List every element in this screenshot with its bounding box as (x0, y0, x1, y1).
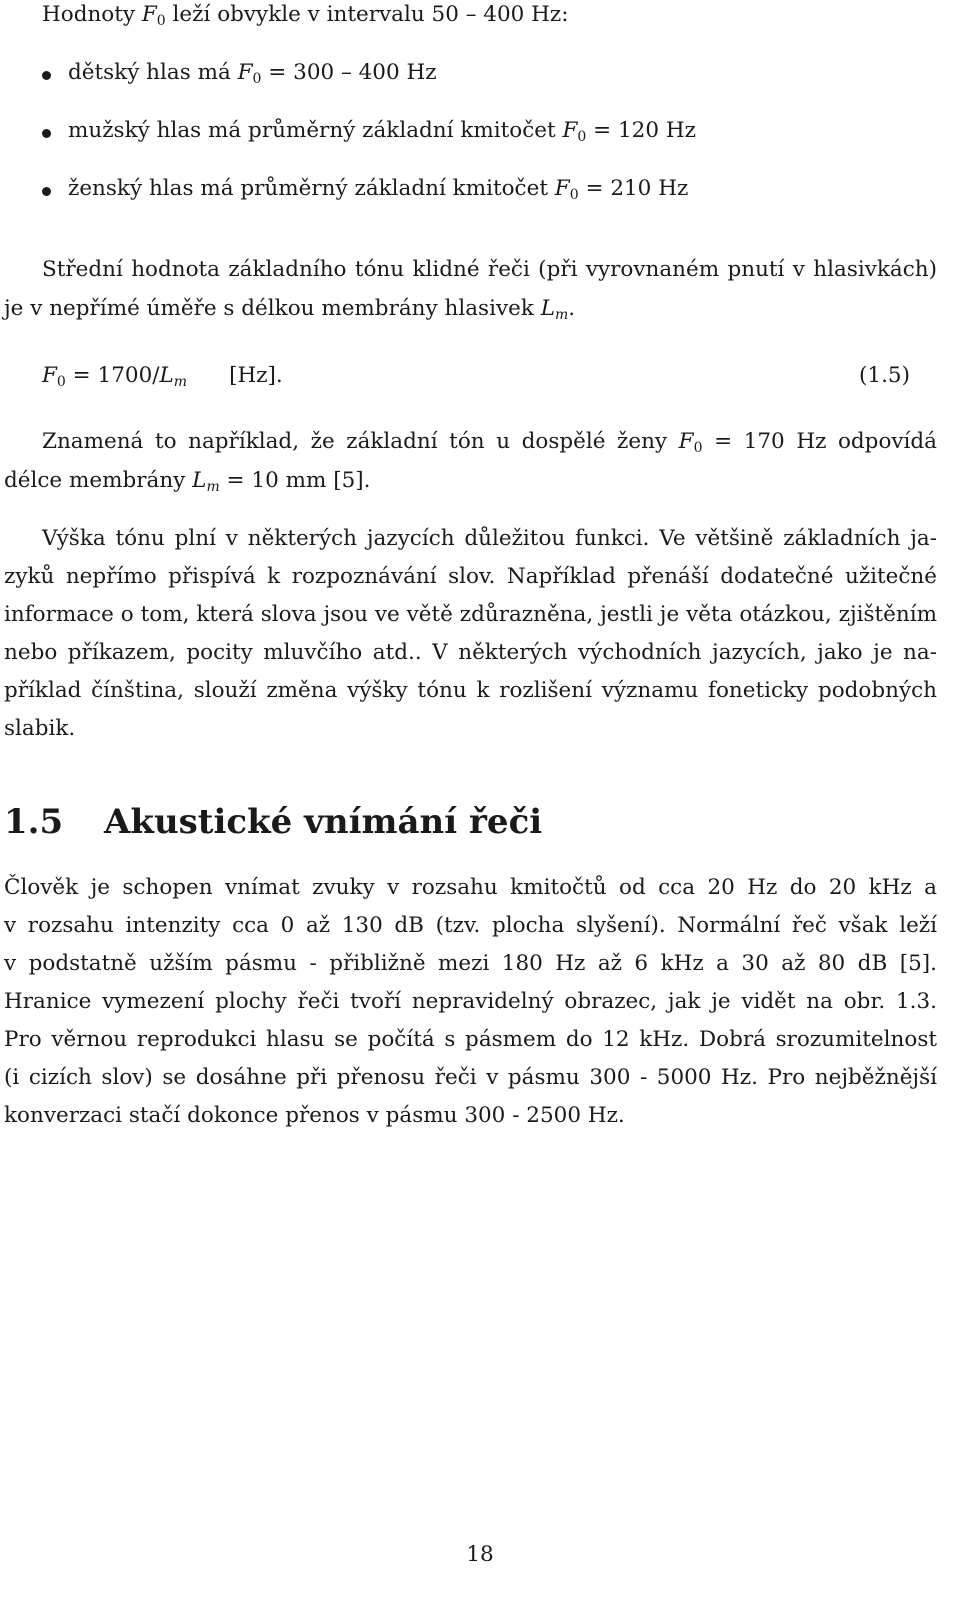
paragraph-line: Člověk je schopen vnímat zvuky v rozsahu kmitočtů od cca 20 Hz do 20 kHz a (4, 875, 937, 900)
list-item: mužský hlas má průměrný základní kmitočet $F_0 = 120$ Hz (68, 118, 696, 145)
paragraph-line: konverzaci stačí dokonce přenos v pásmu 300 - 2500 Hz. (4, 1103, 625, 1128)
equation-number: (1.5) (859, 363, 910, 388)
paragraph-line: Výška tónu plní v některých jazycích důležitou funkci. Ve většině základních ja- (42, 526, 937, 551)
paragraph-line: (i cizích slov) se dosáhne při přenosu řeči v pásmu 300 - 5000 Hz. Pro nejběžnější (4, 1065, 937, 1090)
paragraph-line: nebo příkazem, pocity mluvčího atd.. V některých východních jazycích, jako je na- (4, 640, 937, 665)
intro-line: Hodnoty $F_0$ leží obvykle v intervalu 50 – 400 Hz: (42, 2, 569, 29)
paragraph-line: informace o tom, která slova jsou ve větě zdůrazněna, jestli je věta otázkou, zjištěním (4, 602, 937, 627)
paragraph-line: Hranice vymezení plochy řeči tvoří nepravidelný obrazec, jak je vidět na obr. 1.3. (4, 989, 937, 1014)
section-heading (4, 800, 542, 844)
paragraph-line: příklad čínština, slouží změna výšky tónu k rozlišení významu foneticky podobných (4, 678, 937, 703)
paragraph-line: Znamená to například, že základní tón u dospělé ženy $F_0 = 170$ Hz odpovídá (42, 429, 937, 456)
bullet-dot (42, 71, 51, 80)
paragraph-line: Střední hodnota základního tónu klidné řeči (při vyrovnaném pnutí v hlasivkách) (42, 257, 937, 282)
bullet-dot (42, 187, 51, 196)
paragraph-line: v rozsahu intenzity cca 0 až 130 dB (tzv. plocha slyšení). Normální řeč však leží (4, 913, 937, 938)
section-number: 1.5 (4, 802, 64, 842)
bullet-dot (42, 129, 51, 138)
page-number: 18 (466, 1542, 494, 1567)
paragraph-line: délce membrány $L_m = 10$ mm [5]. (4, 468, 371, 495)
paragraph-line: je v nepřímé úměře s délkou membrány hlasivek $L_m$. (4, 296, 576, 323)
paragraph-line: v podstatně užším pásmu - přibližně mezi 180 Hz až 6 kHz a 30 až 80 dB [5]. (4, 951, 937, 976)
paragraph-line: slabik. (4, 716, 76, 741)
list-item: dětský hlas má $F_0 = 300 - 400$ Hz (68, 60, 437, 87)
paragraph-line: zyků nepřímo přispívá k rozpoznávání slov. Například přenáší dodatečné užitečné (4, 564, 937, 589)
equation: $F_0 = 1700/L_m$ [Hz]. (1.5) (42, 363, 910, 390)
section-title: Akustické vnímání řeči (104, 802, 543, 842)
list-item: ženský hlas má průměrný základní kmitočet $F_0 = 210$ Hz (68, 176, 689, 203)
paragraph-line: Pro věrnou reprodukci hlasu se počítá s pásmem do 12 kHz. Dobrá srozumitelnost (4, 1027, 937, 1052)
